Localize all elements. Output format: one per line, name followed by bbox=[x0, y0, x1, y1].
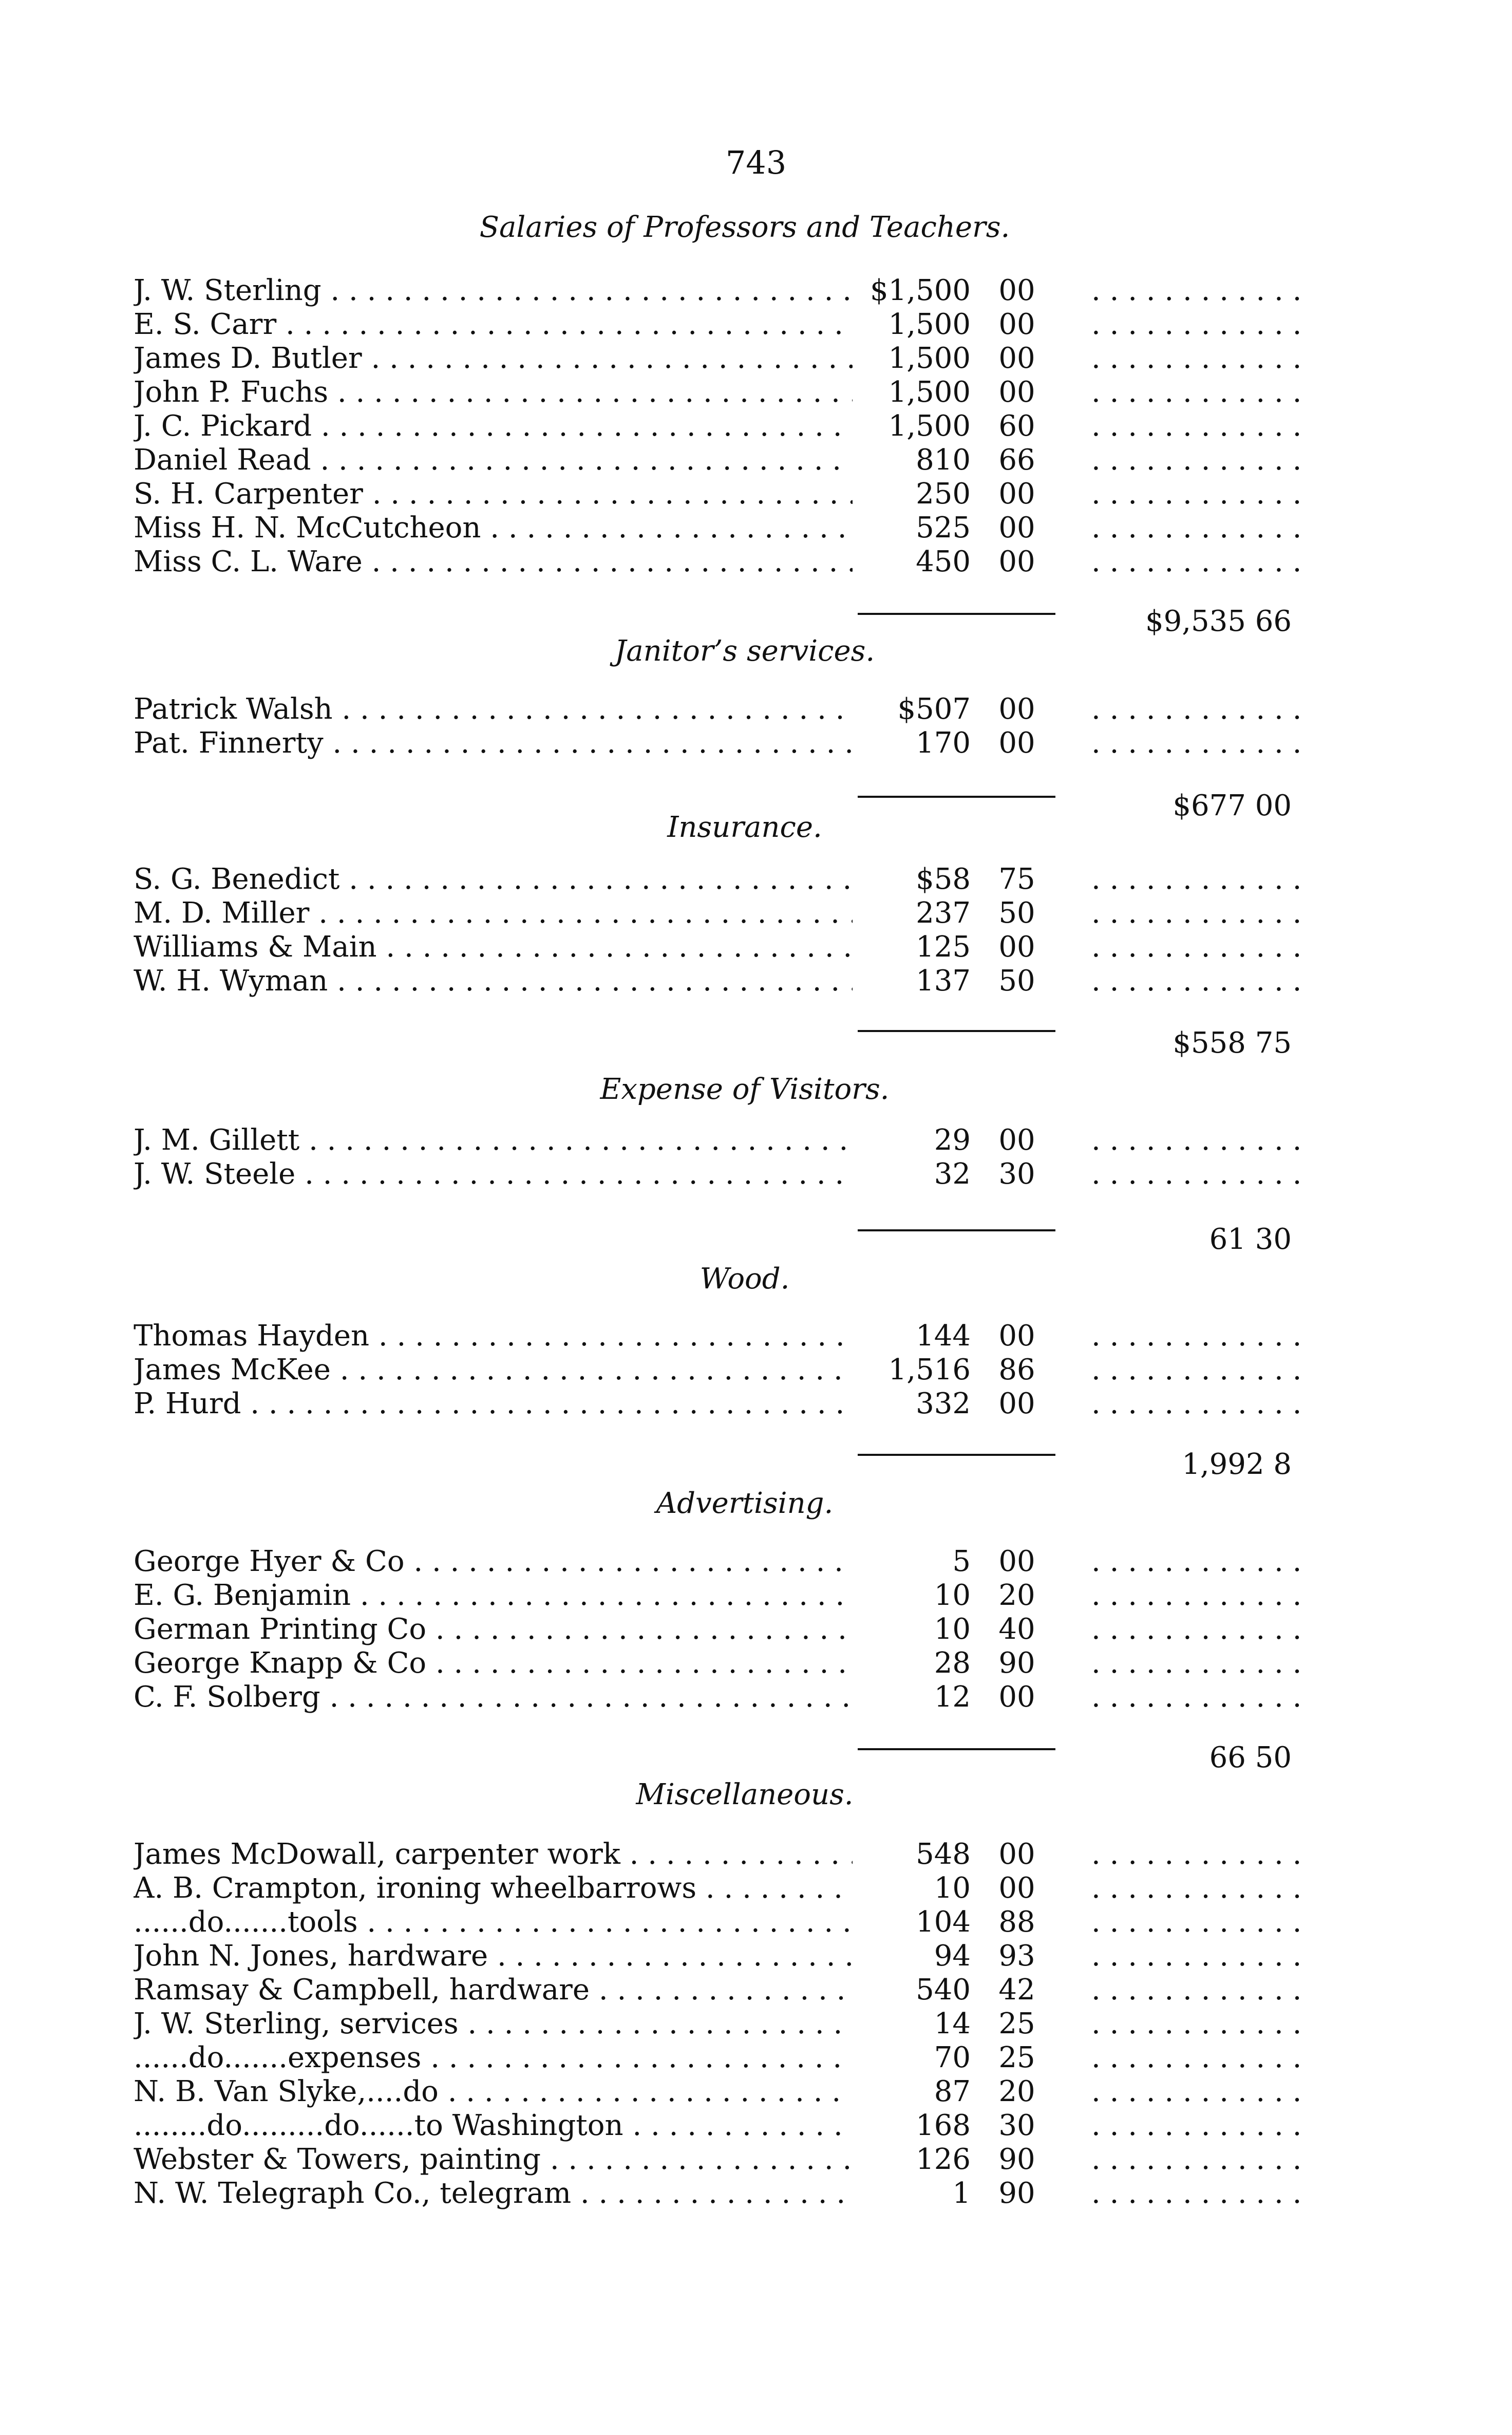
leader-dots bbox=[1091, 1680, 1302, 1714]
payee-name: John P. Fuchs . . . bbox=[134, 376, 853, 409]
leader-dots bbox=[1091, 2177, 1302, 2211]
ledger-row bbox=[0, 1939, 1512, 1973]
amount-cents: 00 bbox=[998, 376, 1035, 409]
ledger-row bbox=[0, 2109, 1512, 2143]
leader-dots bbox=[1091, 2041, 1302, 2075]
amount-dollars: 5 bbox=[952, 1545, 971, 1578]
section-total: $9,535 66 bbox=[1145, 605, 1292, 638]
amount-dollars: 168 bbox=[916, 2109, 971, 2142]
subtotal-rule bbox=[858, 1229, 1055, 1231]
amount-dollars: 126 bbox=[916, 2143, 971, 2176]
amount-cents: 42 bbox=[998, 1973, 1035, 2007]
payee-name: George Hyer & Co . . . bbox=[134, 1545, 853, 1579]
ledger-row bbox=[0, 1905, 1512, 1939]
leader-dots bbox=[1091, 409, 1302, 443]
section-total: 61 30 bbox=[1209, 1223, 1292, 1256]
amount-cents: 75 bbox=[998, 863, 1035, 896]
payee-name: J. M. Gillett . . . bbox=[134, 1123, 853, 1157]
section-heading: Advertising. bbox=[656, 1487, 834, 1520]
amount-dollars: 332 bbox=[916, 1387, 971, 1420]
amount-dollars: 29 bbox=[934, 1123, 971, 1157]
leader-dots bbox=[1091, 726, 1302, 760]
payee-name: A. B. Crampton, ironing wheelbarrows . . . bbox=[134, 1871, 853, 1905]
leader-dots bbox=[1091, 1838, 1302, 1871]
payee-name: N. B. Van Slyke,....do . . . bbox=[134, 2075, 853, 2109]
amount-cents: 60 bbox=[998, 409, 1035, 443]
payee-name: ......do.......expenses . . . bbox=[134, 2041, 853, 2075]
ledger-row bbox=[0, 1613, 1512, 1646]
section-total: 1,992 8 bbox=[1182, 1448, 1292, 1481]
amount-cents: 88 bbox=[998, 1905, 1035, 1939]
leader-dots bbox=[1091, 1353, 1302, 1387]
leader-dots bbox=[1091, 1646, 1302, 1680]
payee-name: Pat. Finnerty . . . bbox=[134, 726, 853, 760]
leader-dots bbox=[1091, 1319, 1302, 1353]
ledger-row bbox=[0, 964, 1512, 998]
ledger-row bbox=[0, 1157, 1512, 1191]
payee-name: J. W. Steele . . . bbox=[134, 1157, 853, 1191]
ledger-row bbox=[0, 2041, 1512, 2075]
payee-name: Webster & Towers, painting . . . bbox=[134, 2143, 853, 2177]
ledger-row bbox=[0, 1319, 1512, 1353]
amount-dollars: 32 bbox=[934, 1157, 971, 1191]
amount-cents: 66 bbox=[998, 443, 1035, 477]
leader-dots bbox=[1091, 376, 1302, 409]
payee-name: Patrick Walsh . . . bbox=[134, 692, 853, 726]
subtotal-rule bbox=[858, 1030, 1055, 1032]
ledger-row bbox=[0, 1353, 1512, 1387]
ledger-row bbox=[0, 1871, 1512, 1905]
amount-cents: 86 bbox=[998, 1353, 1035, 1387]
payee-name: James D. Butler . . . bbox=[134, 342, 853, 376]
payee-name: German Printing Co . . . bbox=[134, 1613, 853, 1646]
ledger-row bbox=[0, 2007, 1512, 2041]
amount-cents: 00 bbox=[998, 692, 1035, 726]
amount-dollars: 548 bbox=[916, 1838, 971, 1871]
section-total: 66 50 bbox=[1209, 1741, 1292, 1774]
payee-name: James McKee . . . bbox=[134, 1353, 853, 1387]
amount-dollars: 1,516 bbox=[888, 1353, 971, 1387]
leader-dots bbox=[1091, 1905, 1302, 1939]
leader-dots bbox=[1091, 2075, 1302, 2109]
leader-dots bbox=[1091, 477, 1302, 511]
leader-dots bbox=[1091, 274, 1302, 308]
amount-dollars: 250 bbox=[916, 477, 971, 511]
amount-cents: 00 bbox=[998, 1838, 1035, 1871]
amount-cents: 00 bbox=[998, 274, 1035, 307]
ledger-row bbox=[0, 409, 1512, 443]
leader-dots bbox=[1091, 1939, 1302, 1973]
amount-cents: 30 bbox=[998, 1157, 1035, 1191]
payee-name: C. F. Solberg . . . bbox=[134, 1680, 853, 1714]
amount-dollars: 125 bbox=[916, 930, 971, 964]
ledger-row bbox=[0, 1646, 1512, 1680]
payee-name: ........do.........do......to Washington . . . bbox=[134, 2109, 853, 2143]
amount-cents: 00 bbox=[998, 342, 1035, 375]
amount-cents: 20 bbox=[998, 1579, 1035, 1612]
amount-dollars: 14 bbox=[934, 2007, 971, 2040]
leader-dots bbox=[1091, 1613, 1302, 1646]
payee-name: J. W. Sterling, services . . . bbox=[134, 2007, 853, 2041]
leader-dots bbox=[1091, 545, 1302, 579]
section-heading: Janitor’s services. bbox=[614, 634, 875, 668]
amount-cents: 00 bbox=[998, 308, 1035, 341]
subtotal-rule bbox=[858, 1454, 1055, 1456]
ledger-row bbox=[0, 545, 1512, 579]
leader-dots bbox=[1091, 342, 1302, 376]
amount-cents: 00 bbox=[998, 930, 1035, 964]
payee-name: John N. Jones, hardware . . . bbox=[134, 1939, 853, 1973]
payee-name: Thomas Hayden . . . bbox=[134, 1319, 853, 1353]
payee-name: N. W. Telegraph Co., telegram . . . bbox=[134, 2177, 853, 2211]
ledger-row bbox=[0, 308, 1512, 342]
amount-dollars: 525 bbox=[916, 511, 971, 545]
amount-dollars: 28 bbox=[934, 1646, 971, 1680]
ledger-row bbox=[0, 443, 1512, 477]
amount-cents: 50 bbox=[998, 964, 1035, 998]
amount-dollars: 104 bbox=[916, 1905, 971, 1939]
amount-dollars: 1,500 bbox=[888, 308, 971, 341]
page-number: 743 bbox=[725, 144, 787, 181]
ledger-row bbox=[0, 274, 1512, 308]
amount-cents: 30 bbox=[998, 2109, 1035, 2142]
leader-dots bbox=[1091, 1157, 1302, 1191]
amount-dollars: 87 bbox=[934, 2075, 971, 2108]
amount-dollars: $58 bbox=[916, 863, 971, 896]
leader-dots bbox=[1091, 964, 1302, 998]
section-heading: Miscellaneous. bbox=[636, 1778, 854, 1811]
leader-dots bbox=[1091, 1387, 1302, 1421]
payee-name: J. W. Sterling . . . bbox=[134, 274, 853, 308]
ledger-row bbox=[0, 376, 1512, 409]
amount-cents: 00 bbox=[998, 726, 1035, 760]
payee-name: S. H. Carpenter . . . bbox=[134, 477, 853, 511]
payee-name: M. D. Miller . . . bbox=[134, 896, 853, 930]
ledger-row bbox=[0, 477, 1512, 511]
ledger-row bbox=[0, 2075, 1512, 2109]
leader-dots bbox=[1091, 1973, 1302, 2007]
amount-dollars: 540 bbox=[916, 1973, 971, 2007]
amount-dollars: $1,500 bbox=[870, 274, 971, 307]
leader-dots bbox=[1091, 511, 1302, 545]
ledger-row bbox=[0, 863, 1512, 896]
payee-name: P. Hurd . . . bbox=[134, 1387, 853, 1421]
payee-name: S. G. Benedict . . . bbox=[134, 863, 853, 896]
payee-name: Ramsay & Campbell, hardware . . . bbox=[134, 1973, 853, 2007]
ledger-row bbox=[0, 930, 1512, 964]
payee-name: J. C. Pickard . . . bbox=[134, 409, 853, 443]
amount-cents: 00 bbox=[998, 545, 1035, 578]
payee-name: Williams & Main . . . bbox=[134, 930, 853, 964]
leader-dots bbox=[1091, 2143, 1302, 2177]
section-total: $558 75 bbox=[1173, 1026, 1292, 1060]
leader-dots bbox=[1091, 1579, 1302, 1613]
ledger-row bbox=[0, 1680, 1512, 1714]
amount-dollars: 237 bbox=[916, 896, 971, 930]
section-heading: Wood. bbox=[700, 1262, 790, 1296]
payee-name: Miss C. L. Ware . . . bbox=[134, 545, 853, 579]
leader-dots bbox=[1091, 2007, 1302, 2041]
payee-name: W. H. Wyman . . . bbox=[134, 964, 853, 998]
amount-cents: 00 bbox=[998, 511, 1035, 545]
ledger-row bbox=[0, 1123, 1512, 1157]
ledger-row bbox=[0, 1838, 1512, 1871]
leader-dots bbox=[1091, 1545, 1302, 1579]
amount-dollars: 144 bbox=[916, 1319, 971, 1353]
leader-dots bbox=[1091, 863, 1302, 896]
amount-dollars: 1,500 bbox=[888, 409, 971, 443]
amount-cents: 00 bbox=[998, 1319, 1035, 1353]
subtotal-rule bbox=[858, 613, 1055, 615]
amount-dollars: 1,500 bbox=[888, 376, 971, 409]
leader-dots bbox=[1091, 692, 1302, 726]
subtotal-rule bbox=[858, 796, 1055, 798]
amount-cents: 25 bbox=[998, 2041, 1035, 2074]
amount-dollars: 1,500 bbox=[888, 342, 971, 375]
amount-dollars: 12 bbox=[934, 1680, 971, 1714]
leader-dots bbox=[1091, 2109, 1302, 2143]
amount-cents: 00 bbox=[998, 1871, 1035, 1905]
ledger-row bbox=[0, 1579, 1512, 1613]
amount-cents: 90 bbox=[998, 1646, 1035, 1680]
leader-dots bbox=[1091, 443, 1302, 477]
ledger-row bbox=[0, 1973, 1512, 2007]
ledger-row bbox=[0, 511, 1512, 545]
payee-name: George Knapp & Co . . . bbox=[134, 1646, 853, 1680]
amount-cents: 93 bbox=[998, 1939, 1035, 1973]
leader-dots bbox=[1091, 308, 1302, 342]
ledger-row bbox=[0, 342, 1512, 376]
ledger-row bbox=[0, 896, 1512, 930]
leader-dots bbox=[1091, 1871, 1302, 1905]
ledger-row bbox=[0, 692, 1512, 726]
leader-dots bbox=[1091, 930, 1302, 964]
subtotal-rule bbox=[858, 1748, 1055, 1750]
amount-cents: 25 bbox=[998, 2007, 1035, 2040]
section-heading: Expense of Visitors. bbox=[600, 1073, 890, 1106]
amount-cents: 00 bbox=[998, 1545, 1035, 1578]
amount-dollars: 10 bbox=[934, 1613, 971, 1646]
amount-cents: 00 bbox=[998, 477, 1035, 511]
amount-dollars: 70 bbox=[934, 2041, 971, 2074]
ledger-row bbox=[0, 2143, 1512, 2177]
amount-cents: 90 bbox=[998, 2143, 1035, 2176]
ledger-row bbox=[0, 1545, 1512, 1579]
amount-cents: 40 bbox=[998, 1613, 1035, 1646]
amount-dollars: 10 bbox=[934, 1871, 971, 1905]
ledger-row bbox=[0, 2177, 1512, 2211]
amount-cents: 20 bbox=[998, 2075, 1035, 2108]
amount-dollars: 137 bbox=[916, 964, 971, 998]
leader-dots bbox=[1091, 896, 1302, 930]
payee-name: James McDowall, carpenter work . . . bbox=[134, 1838, 853, 1871]
amount-cents: 00 bbox=[998, 1387, 1035, 1420]
amount-cents: 00 bbox=[998, 1680, 1035, 1714]
leader-dots bbox=[1091, 1123, 1302, 1157]
payee-name: ......do.......tools . . . bbox=[134, 1905, 853, 1939]
amount-cents: 50 bbox=[998, 896, 1035, 930]
amount-dollars: 450 bbox=[916, 545, 971, 578]
section-heading: Insurance. bbox=[667, 811, 822, 844]
amount-cents: 90 bbox=[998, 2177, 1035, 2210]
amount-dollars: 810 bbox=[916, 443, 971, 477]
payee-name: E. S. Carr . . . bbox=[134, 308, 853, 342]
ledger-row bbox=[0, 726, 1512, 760]
amount-cents: 00 bbox=[998, 1123, 1035, 1157]
amount-dollars: $507 bbox=[897, 692, 971, 726]
amount-dollars: 10 bbox=[934, 1579, 971, 1612]
amount-dollars: 94 bbox=[934, 1939, 971, 1973]
section-heading: Salaries of Professors and Teachers. bbox=[479, 211, 1010, 244]
payee-name: E. G. Benjamin . . . bbox=[134, 1579, 853, 1613]
payee-name: Miss H. N. McCutcheon . . . bbox=[134, 511, 853, 545]
payee-name: Daniel Read . . . bbox=[134, 443, 853, 477]
section-total: $677 00 bbox=[1173, 789, 1292, 822]
amount-dollars: 1 bbox=[952, 2177, 971, 2210]
ledger-row bbox=[0, 1387, 1512, 1421]
amount-dollars: 170 bbox=[916, 726, 971, 760]
